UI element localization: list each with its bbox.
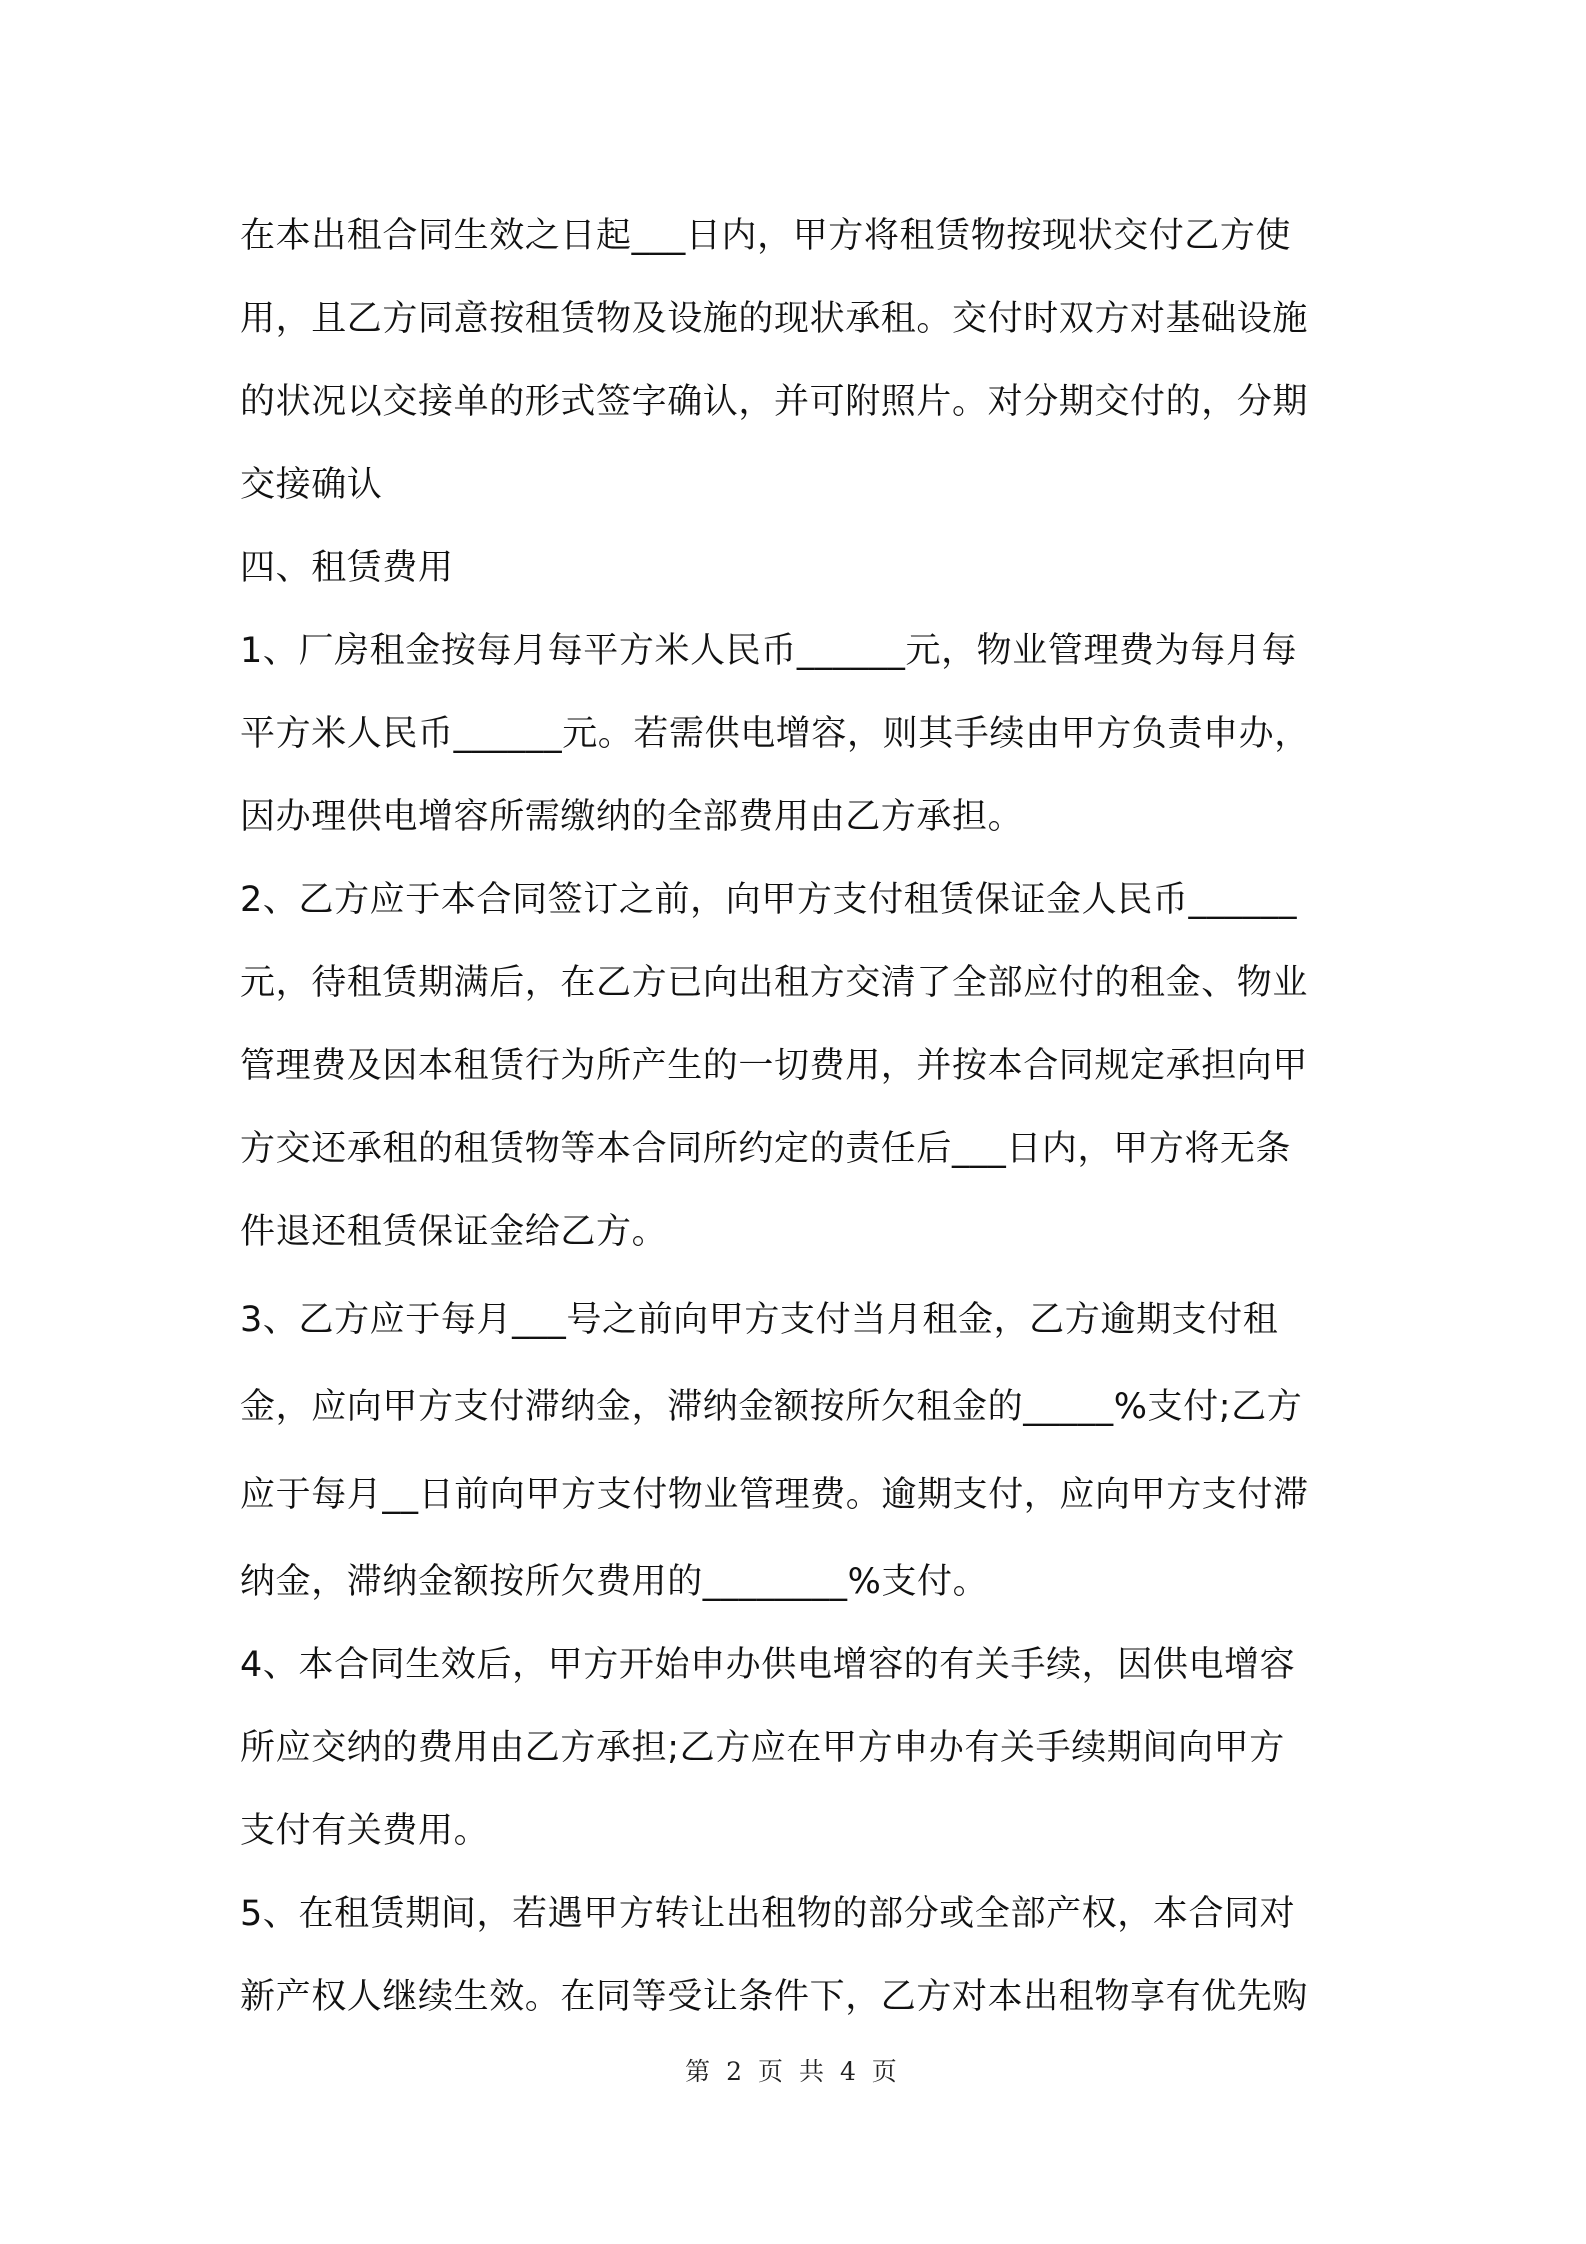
text-line: 交接确认 [240,465,383,505]
footer-total-word: 共 [798,2057,828,2086]
footer-page-word: 页 [758,2057,788,2086]
footer-total-pages: 4 [839,2057,860,2086]
text-line: 3、乙方应于每月___号之前向甲方支付当月租金，乙方逾期支付租 [240,1300,1279,1340]
text-line: 支付有关费用。 [240,1811,490,1851]
text-line: 纳金，滞纳金额按所欠费用的________%支付。 [240,1562,989,1602]
text-line: 用，且乙方同意按租赁物及设施的现状承租。交付时双方对基础设施 [240,299,1309,339]
text-line: 所应交纳的费用由乙方承担;乙方应在甲方申办有关手续期间向甲方 [240,1728,1285,1768]
text-line: 金，应向甲方支付滞纳金，滞纳金额按所欠租金的_____%支付;乙方 [240,1387,1303,1427]
text-line: 在本出租合同生效之日起___日内，甲方将租赁物按现状交付乙方使 [240,216,1292,256]
text-line: 新产权人继续生效。在同等受让条件下，乙方对本出租物享有优先购 [240,1977,1309,2017]
footer-prefix: 第 [685,2057,715,2086]
page-footer [0,2052,1586,2088]
text-line: 2、乙方应于本合同签订之前，向甲方支付租赁保证金人民币______ [240,880,1298,920]
text-line: 1、厂房租金按每月每平方米人民币______元，物业管理费为每月每 [240,631,1298,671]
text-line: 因办理供电增容所需缴纳的全部费用由乙方承担。 [240,797,1024,837]
text-line: 平方米人民币______元。若需供电增容，则其手续由甲方负责申办， [240,714,1310,754]
text-line: 方交还承租的租赁物等本合同所约定的责任后___日内，甲方将无条 [240,1129,1292,1169]
text-line: 管理费及因本租赁行为所产生的一切费用，并按本合同规定承担向甲 [240,1046,1309,1086]
footer-suffix: 页 [871,2057,901,2086]
footer-current-page: 2 [726,2057,747,2086]
section-heading: 四、租赁费用 [240,548,454,588]
text-line: 5、在租赁期间，若遇甲方转让出租物的部分或全部产权，本合同对 [240,1894,1296,1934]
text-line: 件退还租赁保证金给乙方。 [240,1212,668,1252]
text-line: 的状况以交接单的形式签字确认，并可附照片。对分期交付的，分期 [240,382,1309,422]
text-line: 应于每月__日前向甲方支付物业管理费。逾期支付，应向甲方支付滞 [240,1475,1309,1515]
text-line: 4、本合同生效后，甲方开始申办供电增容的有关手续，因供电增容 [240,1645,1296,1685]
document-body [240,195,1352,2039]
text-line: 元，待租赁期满后，在乙方已向出租方交清了全部应付的租金、物业 [240,963,1309,1003]
